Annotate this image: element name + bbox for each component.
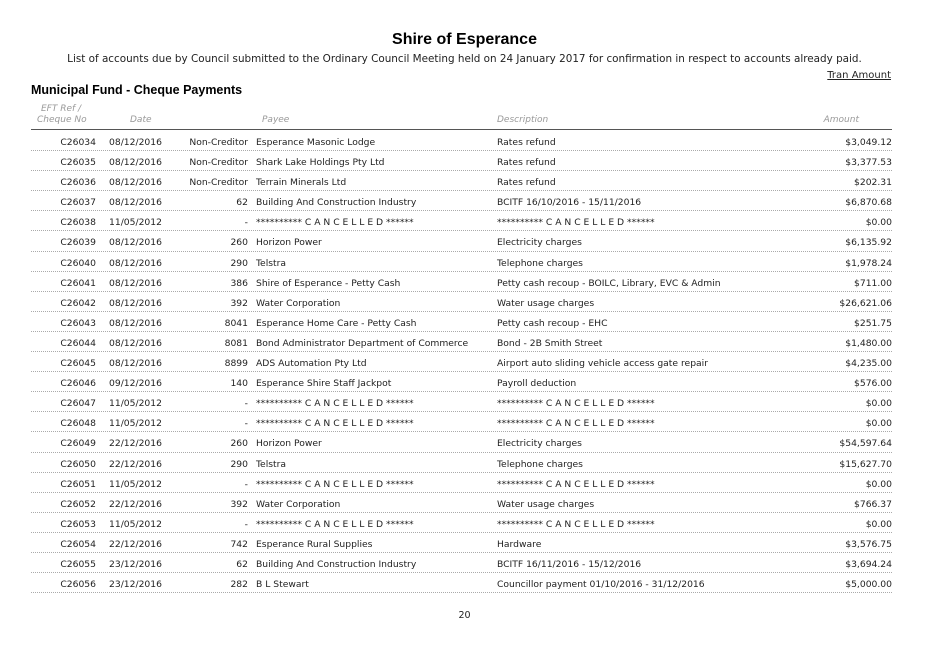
cell-amount: $0.00 — [865, 518, 892, 530]
cell-description: Bond - 2B Smith Street — [497, 337, 603, 349]
cell-cheque-no: C26034 — [60, 137, 96, 148]
document-subtitle: List of accounts due by Council submitted to the Ordinary Council Meeting held on 24 January 2017 for confirmation in respect to accounts already paid. — [67, 53, 862, 65]
cell-creditor: 8081 — [224, 337, 248, 349]
cell-description: ********** C A N C E L L E D ****** — [497, 418, 655, 430]
cell-description: Rates refund — [497, 157, 556, 169]
cell-amount: $576.00 — [854, 378, 892, 390]
table-row — [0, 254, 929, 274]
cell-date: 08/12/2016 — [109, 257, 162, 269]
cell-date: 11/05/2012 — [109, 518, 162, 530]
table-row — [0, 434, 929, 454]
cell-amount: $0.00 — [865, 418, 892, 430]
cell-cheque-no: C26036 — [60, 177, 96, 189]
cell-cheque-no: C26041 — [60, 277, 96, 289]
header-cheque-no: Cheque No — [37, 115, 87, 125]
cell-creditor: 260 — [230, 237, 248, 249]
cell-creditor: 8041 — [224, 317, 248, 329]
cell-date: 22/12/2016 — [109, 438, 162, 450]
cell-amount: $251.75 — [854, 317, 892, 329]
cell-creditor: Non-Creditor — [189, 157, 248, 169]
cell-cheque-no: C26053 — [60, 518, 96, 530]
cell-cheque-no: C26037 — [60, 197, 96, 209]
cell-cheque-no: C26056 — [60, 579, 96, 591]
table-row — [0, 535, 929, 555]
cell-payee: Telstra — [256, 257, 287, 269]
cell-cheque-no: C26045 — [60, 358, 96, 370]
cell-creditor: 282 — [230, 579, 248, 591]
cell-creditor: - — [244, 217, 248, 229]
cell-description: Rates refund — [497, 137, 556, 148]
cell-amount: $1,480.00 — [845, 337, 892, 349]
cheque-table-body — [0, 133, 929, 595]
cell-creditor: 62 — [236, 558, 248, 570]
cell-payee: Building And Construction Industry — [256, 558, 417, 570]
cell-description: Water usage charges — [497, 498, 595, 510]
cell-description: Rates refund — [497, 177, 556, 189]
cell-payee: Esperance Shire Staff Jackpot — [256, 378, 392, 390]
section-title: Municipal Fund - Cheque Payments — [31, 83, 243, 97]
cell-date: 08/12/2016 — [109, 237, 162, 249]
cell-cheque-no: C26051 — [60, 478, 96, 490]
cell-cheque-no: C26044 — [60, 337, 96, 349]
cell-amount: $0.00 — [865, 217, 892, 229]
cell-creditor: 290 — [230, 257, 248, 269]
cell-date: 11/05/2012 — [109, 398, 162, 410]
cell-date: 08/12/2016 — [109, 317, 162, 329]
cell-date: 08/12/2016 — [109, 297, 162, 309]
cell-amount: $6,135.92 — [845, 237, 892, 249]
cell-cheque-no: C26055 — [60, 558, 96, 570]
cell-amount: $3,576.75 — [845, 538, 892, 550]
table-row — [0, 314, 929, 334]
cell-payee: Building And Construction Industry — [256, 197, 417, 209]
cell-description: Water usage charges — [497, 297, 595, 309]
cell-payee: ********** C A N C E L L E D ****** — [256, 518, 414, 530]
table-row — [0, 274, 929, 294]
cell-payee: ********** C A N C E L L E D ****** — [256, 418, 414, 430]
cell-cheque-no: C26054 — [60, 538, 96, 550]
cell-payee: ********** C A N C E L L E D ****** — [256, 217, 414, 229]
table-row — [0, 334, 929, 354]
header-payee: Payee — [262, 115, 290, 125]
cell-amount: $202.31 — [854, 177, 892, 189]
cell-amount: $711.00 — [854, 277, 892, 289]
cell-date: 22/12/2016 — [109, 498, 162, 510]
cell-cheque-no: C26038 — [60, 217, 96, 229]
cell-cheque-no: C26042 — [60, 297, 96, 309]
cell-creditor: - — [244, 398, 248, 410]
cell-description: ********** C A N C E L L E D ****** — [497, 217, 655, 229]
cell-cheque-no: C26049 — [60, 438, 96, 450]
cell-cheque-no: C26039 — [60, 237, 96, 249]
cell-creditor: 8899 — [224, 358, 248, 370]
cell-description: Payroll deduction — [497, 378, 577, 390]
cell-creditor: - — [244, 478, 248, 490]
cell-creditor: 392 — [230, 297, 248, 309]
table-row — [0, 394, 929, 414]
cell-date: 23/12/2016 — [109, 558, 162, 570]
cell-cheque-no: C26040 — [60, 257, 96, 269]
table-row — [0, 515, 929, 535]
cell-date: 11/05/2012 — [109, 418, 162, 430]
cell-cheque-no: C26035 — [60, 157, 96, 169]
cell-creditor: 742 — [230, 538, 248, 550]
cell-description: BCITF 16/11/2016 - 15/12/2016 — [497, 558, 642, 570]
cell-payee: Esperance Home Care - Petty Cash — [256, 317, 417, 329]
table-row — [0, 233, 929, 253]
cell-payee: Terrain Minerals Ltd — [256, 177, 347, 189]
cell-date: 23/12/2016 — [109, 579, 162, 591]
cell-payee: Horizon Power — [256, 438, 322, 450]
cell-payee: Water Corporation — [256, 297, 341, 309]
cell-payee: ADS Automation Pty Ltd — [256, 358, 367, 370]
cell-amount: $3,694.24 — [845, 558, 892, 570]
cell-creditor: - — [244, 518, 248, 530]
cell-amount: $3,377.53 — [845, 157, 892, 169]
cell-payee: Horizon Power — [256, 237, 322, 249]
document-title: Shire of Esperance — [392, 31, 537, 48]
cell-date: 22/12/2016 — [109, 538, 162, 550]
cell-creditor: 140 — [230, 378, 248, 390]
cell-creditor: - — [244, 418, 248, 430]
cell-description: BCITF 16/10/2016 - 15/11/2016 — [497, 197, 642, 209]
cell-date: 08/12/2016 — [109, 358, 162, 370]
cell-creditor: 260 — [230, 438, 248, 450]
table-row — [0, 475, 929, 495]
cell-description: Telephone charges — [497, 458, 583, 470]
cell-description: Petty cash recoup - BOILC, Library, EVC & Admin — [497, 277, 721, 289]
table-row — [0, 374, 929, 394]
cell-cheque-no: C26047 — [60, 398, 96, 410]
cell-description: Hardware — [497, 538, 542, 550]
cell-payee: Esperance Rural Supplies — [256, 538, 373, 550]
table-row — [0, 455, 929, 475]
table-row — [0, 354, 929, 374]
table-row — [0, 133, 929, 153]
cell-description: ********** C A N C E L L E D ****** — [497, 518, 655, 530]
cell-amount: $4,235.00 — [845, 358, 892, 370]
cell-payee: Telstra — [256, 458, 287, 470]
table-row — [0, 173, 929, 193]
cell-creditor: Non-Creditor — [189, 137, 248, 148]
cell-cheque-no: C26046 — [60, 378, 96, 390]
cell-description: ********** C A N C E L L E D ****** — [497, 398, 655, 410]
table-row — [0, 555, 929, 575]
table-row — [0, 294, 929, 314]
cell-date: 09/12/2016 — [109, 378, 162, 390]
table-row — [0, 213, 929, 233]
cell-description: Councillor payment 01/10/2016 - 31/12/2016 — [497, 579, 705, 591]
cell-payee: Shire of Esperance - Petty Cash — [256, 277, 401, 289]
header-date: Date — [130, 115, 152, 125]
cell-cheque-no: C26052 — [60, 498, 96, 510]
cell-payee: Esperance Masonic Lodge — [256, 137, 376, 148]
cell-cheque-no: C26050 — [60, 458, 96, 470]
table-row — [0, 414, 929, 434]
cell-amount: $15,627.70 — [839, 458, 892, 470]
header-description: Description — [497, 115, 549, 125]
cell-creditor: Non-Creditor — [189, 177, 248, 189]
cell-date: 08/12/2016 — [109, 157, 162, 169]
cell-amount: $54,597.64 — [839, 438, 892, 450]
cell-creditor: 392 — [230, 498, 248, 510]
cell-date: 11/05/2012 — [109, 478, 162, 490]
cell-cheque-no: C26043 — [60, 317, 96, 329]
cell-description: Electricity charges — [497, 438, 582, 450]
cell-date: 22/12/2016 — [109, 458, 162, 470]
cell-payee: ********** C A N C E L L E D ****** — [256, 478, 414, 490]
cell-date: 08/12/2016 — [109, 337, 162, 349]
cell-description: ********** C A N C E L L E D ****** — [497, 478, 655, 490]
cell-description: Petty cash recoup - EHC — [497, 317, 608, 329]
cell-amount: $26,621.06 — [839, 297, 892, 309]
cell-payee: Bond Administrator Department of Commerce — [256, 337, 469, 349]
cell-amount: $5,000.00 — [845, 579, 892, 591]
cell-amount: $766.37 — [854, 498, 892, 510]
cell-amount: $3,049.12 — [845, 137, 892, 148]
cell-description: Telephone charges — [497, 257, 583, 269]
tran-amount-label: Tran Amount — [827, 70, 891, 81]
cell-amount: $6,870.68 — [845, 197, 892, 209]
cell-description: Electricity charges — [497, 237, 582, 249]
table-row — [0, 153, 929, 173]
cell-date: 08/12/2016 — [109, 177, 162, 189]
header-divider — [31, 129, 892, 130]
cell-description: Airport auto sliding vehicle access gate repair — [497, 358, 708, 370]
table-row — [0, 575, 929, 595]
cell-creditor: 386 — [230, 277, 248, 289]
cell-date: 08/12/2016 — [109, 197, 162, 209]
cell-payee: Water Corporation — [256, 498, 341, 510]
header-amount: Amount — [823, 115, 859, 125]
cell-creditor: 62 — [236, 197, 248, 209]
header-eft-ref: EFT Ref / — [41, 104, 82, 114]
cell-payee: Shark Lake Holdings Pty Ltd — [256, 157, 385, 169]
cell-creditor: 290 — [230, 458, 248, 470]
page-number: 20 — [458, 610, 471, 621]
cell-amount: $1,978.24 — [845, 257, 892, 269]
cell-cheque-no: C26048 — [60, 418, 96, 430]
table-row — [0, 193, 929, 213]
cell-date: 08/12/2016 — [109, 277, 162, 289]
table-row — [0, 495, 929, 515]
cell-amount: $0.00 — [865, 398, 892, 410]
cell-amount: $0.00 — [865, 478, 892, 490]
cell-date: 11/05/2012 — [109, 217, 162, 229]
cell-date: 08/12/2016 — [109, 137, 162, 148]
cell-payee: B L Stewart — [256, 579, 309, 591]
cell-payee: ********** C A N C E L L E D ****** — [256, 398, 414, 410]
